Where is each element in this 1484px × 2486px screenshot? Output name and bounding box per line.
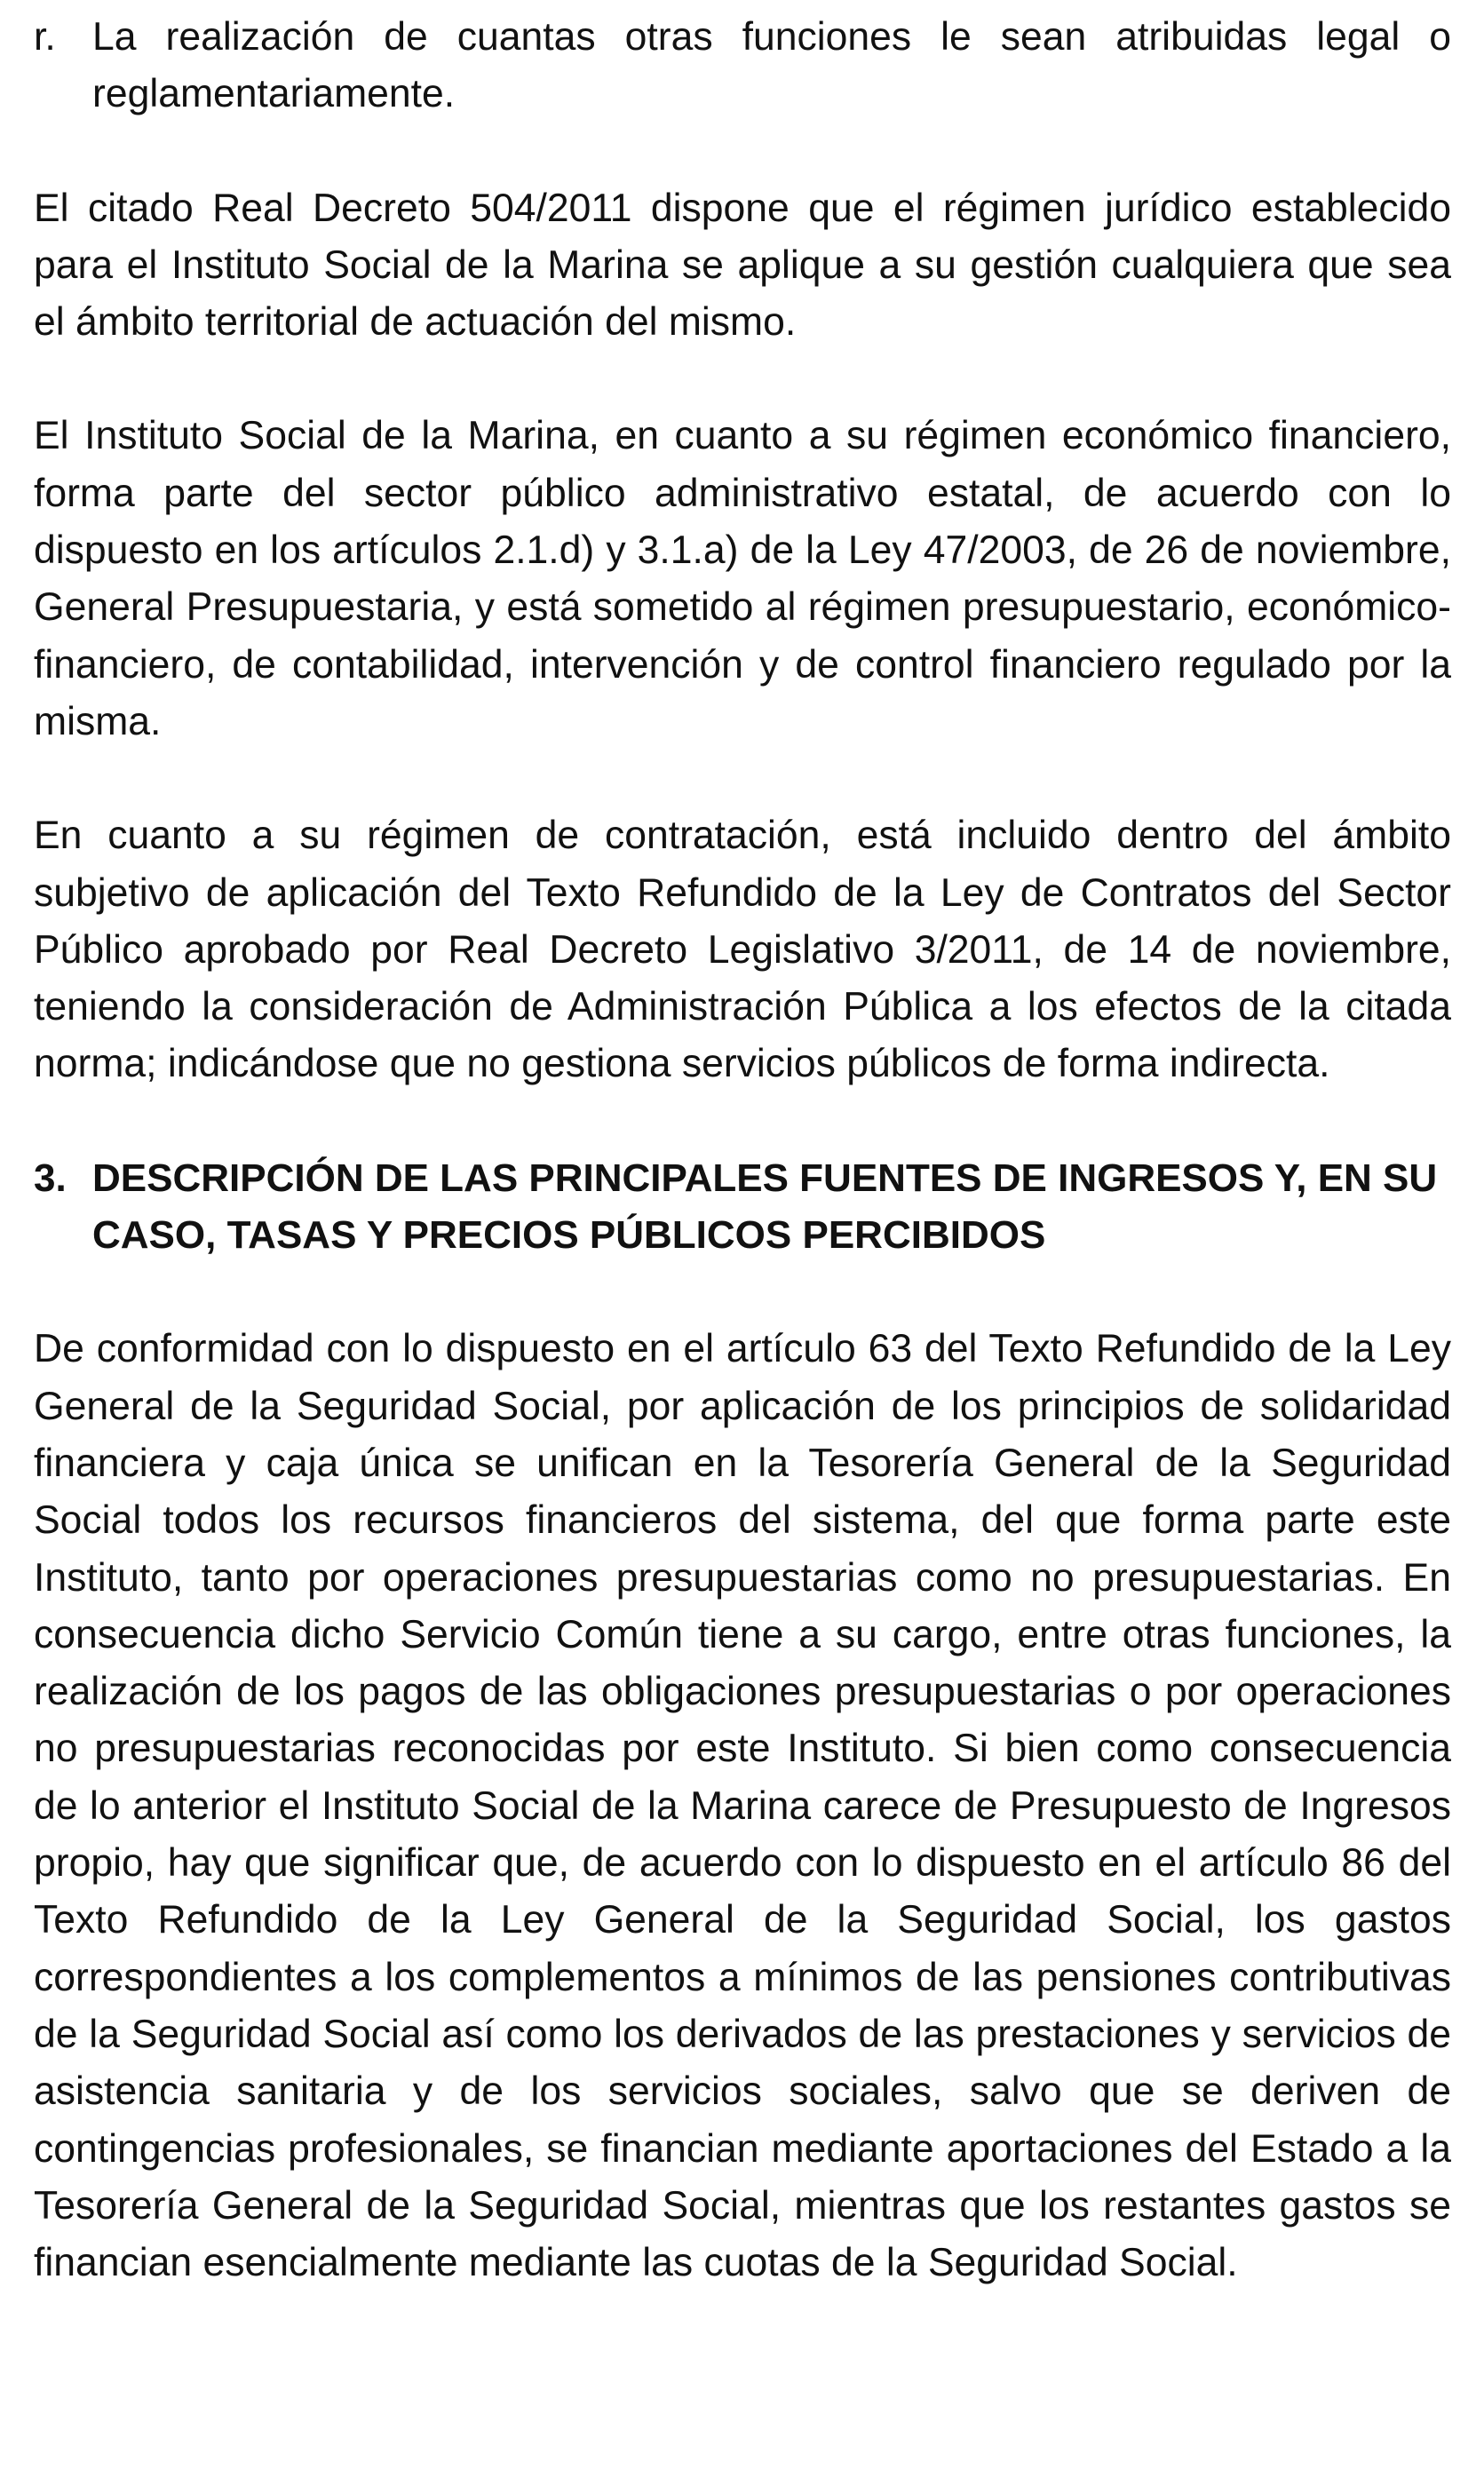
document-page: [34, 9, 1451, 2291]
list-item-r: [34, 9, 1451, 123]
section-heading: [34, 1150, 1451, 1265]
paragraph-real-decreto: El citado Real Decreto 504/2011 dispone que el régimen jurídico establecido para el Instituto Social de la Marina se aplique a su gestión cualquiera que sea el ámbito territorial de actuación del mismo.: [34, 186, 1451, 345]
list-item-text: La realización de cuantas otras funciones le sean atribuidas legal o reglamentariamente.: [92, 15, 1451, 116]
list-marker: r.: [34, 15, 56, 59]
section-number: 3.: [34, 1156, 67, 1200]
paragraph-fuentes-ingresos: De conformidad con lo dispuesto en el artículo 63 del Texto Refundido de la Ley General de la Seguridad Social, por aplicación de los principios de solidaridad financiera y caja única se unifican en la Tesorería General de la Seguridad Social todos los recursos financieros del sistema, del que forma parte este Instituto, tanto por operaciones presupuestarias como no presupuestarias. En consecuencia dicho Servicio Común tiene a su cargo, entre otras funciones, la realización de los pagos de las obligaciones presupuestarias o por operaciones no presupuestarias reconocidas por este Instituto. Si bien como consecuencia de lo anterior el Instituto Social de la Marina carece de Presupuesto de Ingresos propio, hay que significar que, de acuerdo con lo dispuesto en el artículo 86 del Texto Refundido de la Ley General de la Seguridad Social, los gastos correspondientes a los complementos a mínimos de las pensiones contributivas de la Seguridad Social así como los derivados de las prestaciones y servicios de asistencia sanitaria y de los servicios sociales, salvo que se deriven de contingencias profesionales, se financian mediante aportaciones del Estado a la Tesorería General de la Seguridad Social, mientras que los restantes gastos se financian esencialmente mediante las cuotas de la Seguridad Social.: [34, 1327, 1451, 2285]
paragraph-regimen-contratacion: En cuanto a su régimen de contratación, está incluido dentro del ámbito subjetivo de aplicación del Texto Refundido de la Ley de Contratos del Sector Público aprobado por Real Decreto Legislativo 3/2011, de 14 de noviembre, teniendo la consideración de Administración Pública a los efectos de la citada norma; indicándose que no gestiona servicios públicos de forma indirecta.: [34, 814, 1451, 1086]
paragraph-regimen-economico: El Instituto Social de la Marina, en cuanto a su régimen económico financiero, forma parte del sector público administrativo estatal, de acuerdo con lo dispuesto en los artículos 2.1.d) y 3.1.a) de la Ley 47/2003, de 26 de noviembre, General Presupuestaria, y está sometido al régimen presupuestario, económico-financiero, de contabilidad, intervención y de control financiero regulado por la misma.: [34, 414, 1451, 743]
section-title: DESCRIPCIÓN DE LAS PRINCIPALES FUENTES DE INGRESOS Y, EN SU CASO, TASAS Y PRECIOS PÚBLICOS PERCIBIDOS: [92, 1156, 1438, 1258]
